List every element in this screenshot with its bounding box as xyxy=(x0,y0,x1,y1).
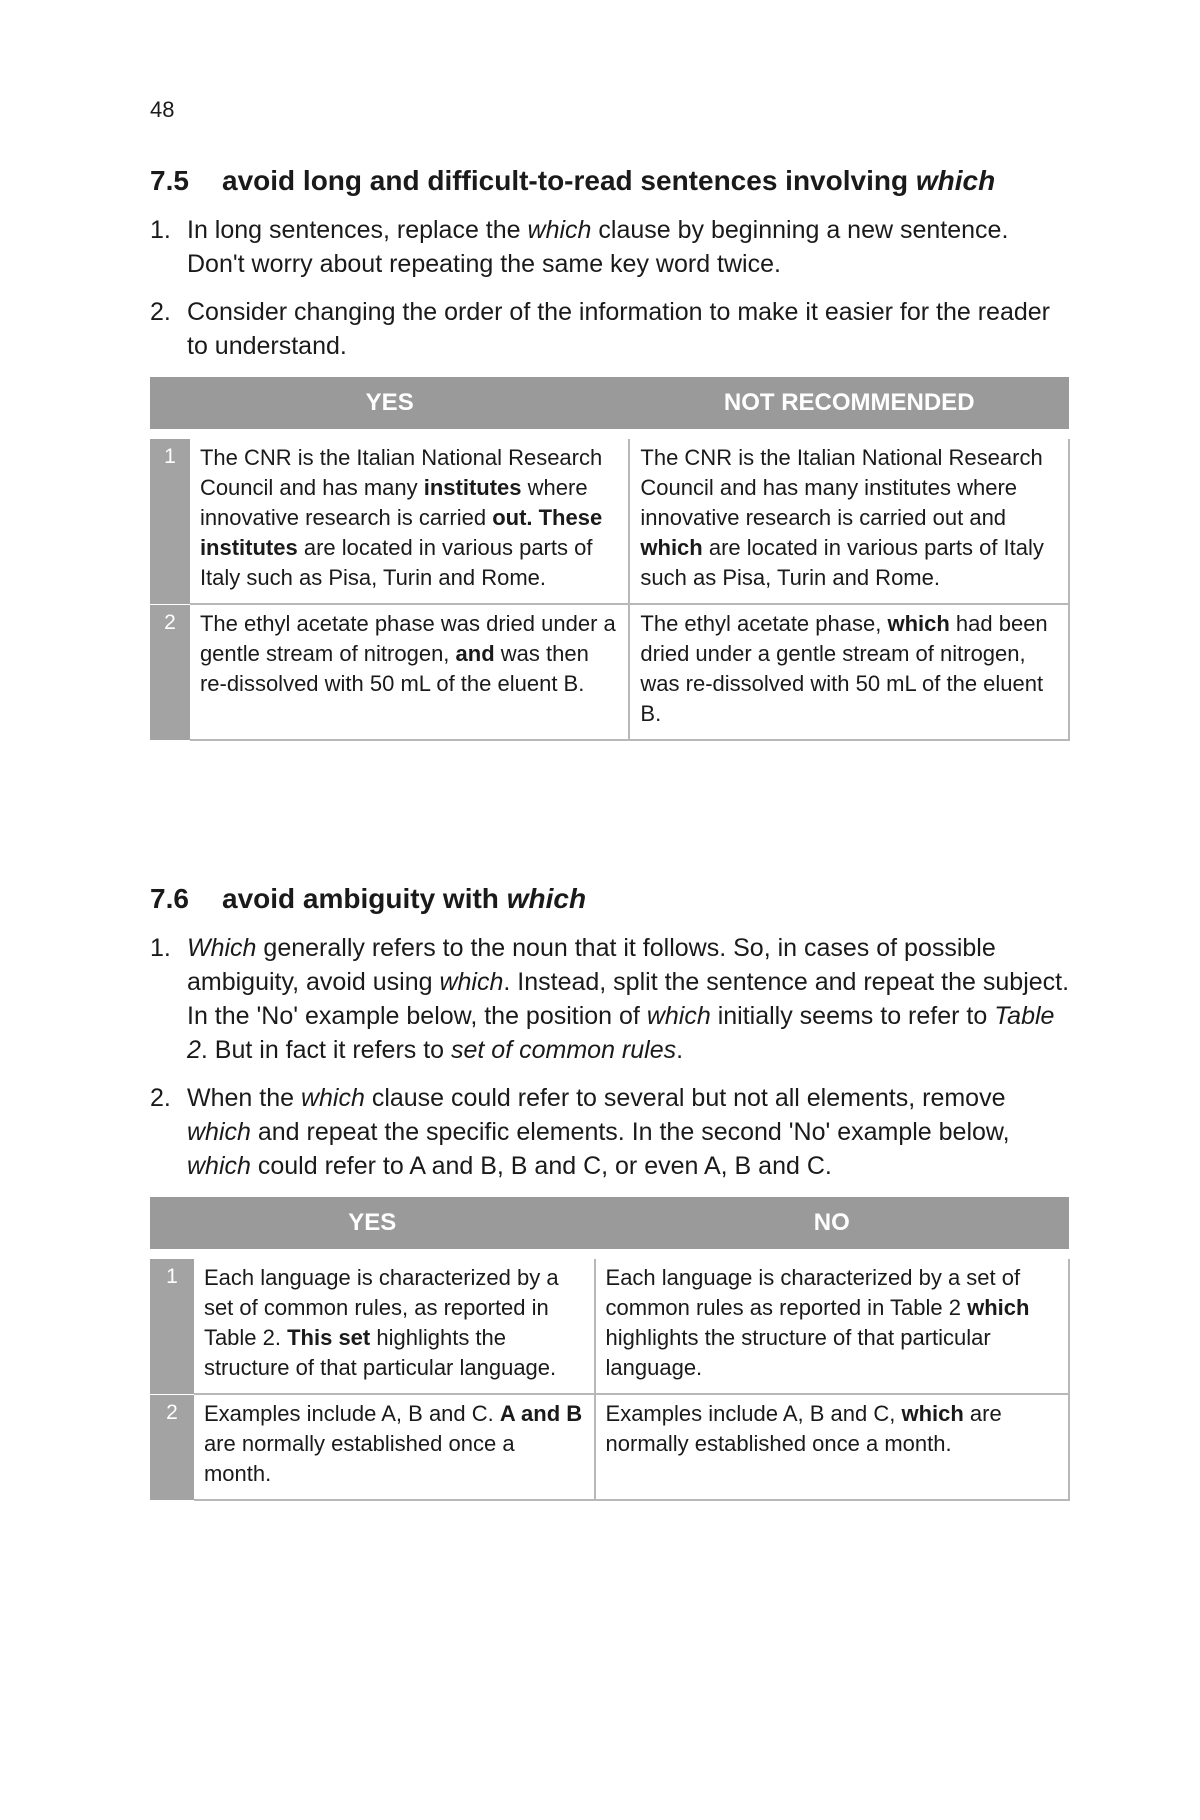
section-7-6 xyxy=(150,883,1070,1501)
guideline-item: 1. Which generally refers to the noun that it follows. So, in cases of possible ambiguity, avoid using which. Instead, split the sentence and repeat the subject. In the 'No' example below, the position of which initially seems to refer to Table 2. But in fact it refers to set of common rules. xyxy=(150,934,1070,1064)
column-header-no: NO xyxy=(595,1197,1069,1249)
guideline-item: 1. In long sentences, replace the which clause by beginning a new sentence. Don't worry about repeating the same key word twice. xyxy=(150,216,1009,278)
yes-example: Each language is characterized by a set of common rules, as reported in Table 2. This set highlights the structure of that particular language. xyxy=(194,1259,595,1394)
comparison-table xyxy=(150,1197,1070,1501)
no-example: Each language is characterized by a set of common rules as reported in Table 2 which highlights the structure of that particular language. xyxy=(595,1259,1069,1394)
not-recommended-example: The ethyl acetate phase, which had been dried under a gentle stream of nitrogen, was re-dissolved with 50 mL of the eluent B. xyxy=(629,604,1069,740)
section-number: 7.6 xyxy=(150,883,189,914)
page-number: 48 xyxy=(150,97,175,122)
table-row xyxy=(150,1394,1069,1500)
row-number: 2 xyxy=(150,1394,194,1500)
section-7-5 xyxy=(150,165,1070,741)
section-number: 7.5 xyxy=(150,165,189,196)
yes-example: The ethyl acetate phase was dried under a gentle stream of nitrogen, and was then re-dissolved with 50 mL of the eluent B. xyxy=(190,604,629,740)
column-header-yes: YES xyxy=(150,1197,595,1249)
table-row xyxy=(150,1259,1069,1394)
section-heading xyxy=(150,165,1070,197)
column-header-not-recommended: NOT RECOMMENDED xyxy=(629,377,1069,429)
yes-example: Examples include A, B and C. A and B are normally established once a month. xyxy=(194,1394,595,1500)
section-heading xyxy=(150,883,1070,915)
guideline-item: 2. Consider changing the order of the information to make it easier for the reader to understand. xyxy=(150,298,1050,360)
column-header-yes: YES xyxy=(150,377,629,429)
not-recommended-example: The CNR is the Italian National Research Council and has many institutes where innovative research is carried out and which are located in various parts of Italy such as Pisa, Turin and Rome. xyxy=(629,439,1069,604)
comparison-table xyxy=(150,377,1070,741)
guideline-list xyxy=(150,931,1070,1183)
no-example: Examples include A, B and C, which are normally established once a month. xyxy=(595,1394,1069,1500)
section-title: avoid long and difficult-to-read sentences involving which xyxy=(222,165,996,196)
table-row xyxy=(150,439,1069,604)
guideline-item: 2. When the which clause could refer to several but not all elements, remove which and repeat the specific elements. In the second 'No' example below, which could refer to A and B, B and C, or even A, B and C. xyxy=(150,1084,1010,1180)
table-row xyxy=(150,604,1069,740)
row-number: 1 xyxy=(150,1259,194,1394)
row-number: 1 xyxy=(150,439,190,604)
row-number: 2 xyxy=(150,604,190,740)
section-title: avoid ambiguity with which xyxy=(222,883,587,914)
guideline-list xyxy=(150,213,1070,363)
yes-example: The CNR is the Italian National Research Council and has many institutes where innovative research is carried out. These institutes are located in various parts of Italy such as Pisa, Turin and Rome. xyxy=(190,439,629,604)
